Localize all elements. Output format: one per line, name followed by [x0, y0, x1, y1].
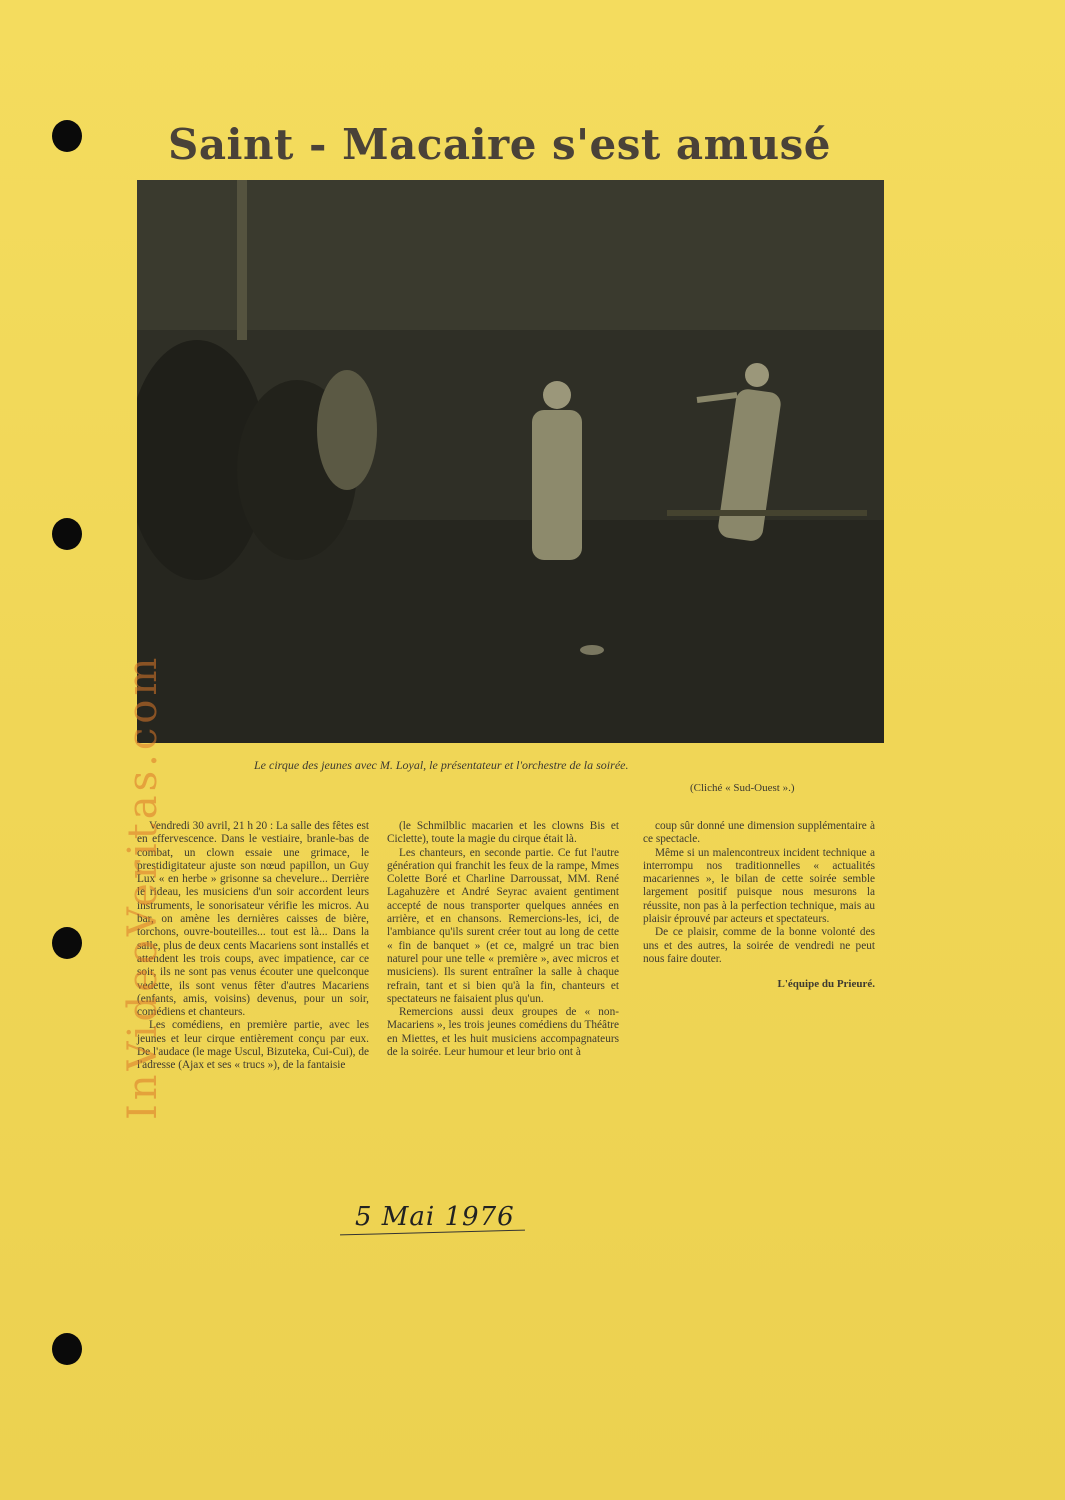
article-photo — [137, 180, 884, 743]
article-column-2 — [387, 820, 619, 1059]
article-signature: L'équipe du Prieuré. — [777, 978, 875, 991]
photo-credit: (Cliché « Sud-Ouest ».) — [690, 782, 795, 794]
paragraph: Même si un malencontreux incident technique a interrompu nos traditionnelles « actualités macariennes », le bilan de cette soirée semble largement positif puisque nous mesurons la réussite, non pas à la perfection technique, mais au plaisir éprouvé par acteurs et spectateurs. — [643, 846, 875, 926]
punch-hole — [52, 927, 82, 959]
paragraph: Les chanteurs, en seconde partie. Ce fut l'autre génération qui franchit les feux de la rampe, Mmes Colette Boré et Charline Darroussat, MM. René Lagahuzère et André Seyrac avaient gentiment accepté de nous transporter quelques années en arrière, et en chansons. Remercions-les, ici, de l'ambiance qu'ils surent créer tout au long de cette « fin de banquet » (et ce, malgré un trac bien naturel pour une telle « première », avec micros et musiciens). Ils surent entraîner la salle à chaque refrain, tant et si bien qu'à la fin, chanteurs et spectateurs ne faisaient plus qu'un. — [387, 846, 619, 1005]
punch-hole — [52, 120, 82, 152]
paragraph: coup sûr donné une dimension supplémentaire à ce spectacle. — [643, 820, 875, 846]
paragraph: Remercions aussi deux groupes de « non-Macariens », les trois jeunes comédiens du Théâtre en Miettes, et les huit musiciens accompagnateurs de la soirée. Leur humour et leur brio ont à — [387, 1006, 619, 1059]
punch-hole — [52, 518, 82, 550]
watermark — [120, 440, 166, 1140]
article-headline: Saint - Macaire s'est amusé — [168, 120, 831, 169]
paragraph: De ce plaisir, comme de la bonne volonté des uns et des autres, la soirée de vendredi ne peut nous faire douter. — [643, 926, 875, 965]
paragraph: (le Schmilblic macarien et les clowns Bis et Ciclette), toute la magie du cirque était là. — [387, 820, 619, 846]
paragraph: Les comédiens, en première partie, avec les jeunes et leur cirque entièrement conçu par eux. De l'audace (le mage Uscul, Bizuteka, Cui-Cui), de l'adresse (Ajax et ses « trucs »), de la fantaisie — [137, 1019, 369, 1072]
article-column-3 — [643, 820, 875, 992]
paragraph: Vendredi 30 avril, 21 h 20 : La salle des fêtes est en effervescence. Dans le vestiaire, branle-bas de combat, un clown essaie une grimace, le prestidigitateur ajuste son nœud papillon, un Guy Lux « en herbe » grisonne sa chevelure... Derrière le rideau, les musiciens d'un soir accordent leurs instruments, le sonorisateur vérifie les micros. Au bar, on amène les dernières caisses de bière, torchons, ouvre-bouteilles... tout est là... Dans la salle, plus de deux cents Macariens sont installés et attendent les trois coups, avec impatience, car ce soir, ils ne sont pas venus écouter une quelconque vedette, ils sont venus fêter d'autres Macariens (enfants, amis, voisins) devenus, pour un soir, comédiens et chanteurs. — [137, 820, 369, 1019]
photo-caption: Le cirque des jeunes avec M. Loyal, le présentateur et l'orchestre de la soirée. — [254, 758, 629, 772]
circus-scene-photo — [137, 180, 884, 743]
handwritten-date: 5 Mai 1976 — [355, 1202, 515, 1232]
watermark-text: InVideoVeritas.com — [120, 653, 166, 1120]
punch-hole — [52, 1333, 82, 1365]
article-column-1 — [137, 820, 369, 1073]
